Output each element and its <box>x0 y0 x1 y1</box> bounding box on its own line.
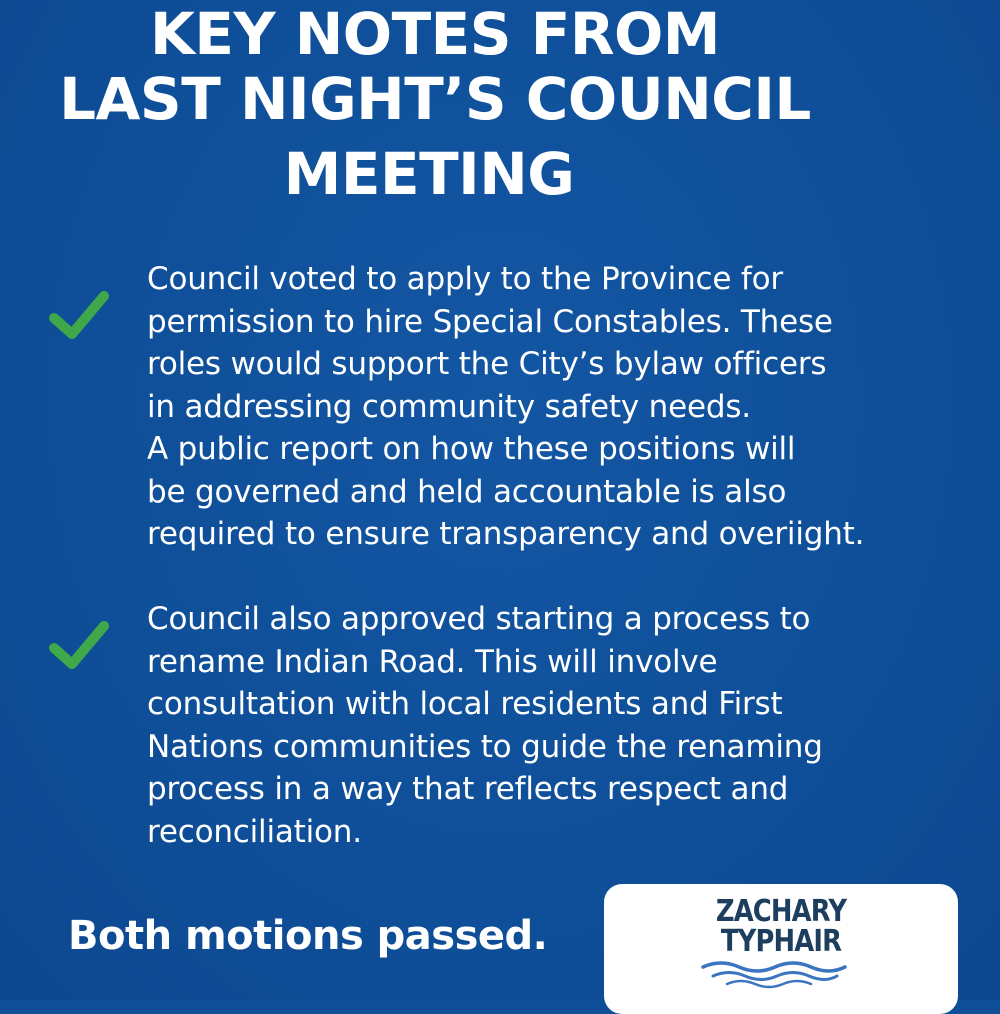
title-line-2: LAST NIGHT’S COUNCIL <box>59 65 811 133</box>
water-waves-icon <box>699 959 849 989</box>
note-line: consultation with local residents and First <box>147 686 783 722</box>
note-line: A public report on how these positions will <box>147 431 796 467</box>
checkmark-icon <box>46 612 112 678</box>
note-line: Council also approved starting a process to <box>147 601 811 637</box>
logo-name-last: TYPHAIR <box>720 924 842 959</box>
note-line: roles would support the City’s bylaw officers <box>147 346 827 382</box>
note-line: be governed and held accountable is also <box>147 473 787 510</box>
note-line: rename Indian Road. This will involve <box>147 643 718 680</box>
note-line: permission to hire Special Constables. These <box>147 303 833 340</box>
note-line: reconciliation. <box>147 813 362 850</box>
note-line: Council voted to apply to the Province for <box>147 261 783 297</box>
checkmark-icon <box>46 282 112 348</box>
title-line-1: KEY NOTES FROM <box>149 0 721 68</box>
note-rename-indian-road <box>147 598 937 853</box>
closing-statement: Both motions passed. <box>68 913 548 959</box>
title-line-3: MEETING <box>283 140 575 208</box>
note-line: process in a way that reflects respect and <box>147 771 789 807</box>
logo-card <box>604 884 958 1014</box>
logo-name-first: ZACHARY <box>715 894 847 929</box>
note-line: required to ensure transparency and overiight. <box>147 516 865 552</box>
note-special-constables <box>147 258 937 556</box>
note-line: in addressing community safety needs. <box>147 388 751 425</box>
note-line: Nations communities to guide the renaming <box>147 728 823 765</box>
